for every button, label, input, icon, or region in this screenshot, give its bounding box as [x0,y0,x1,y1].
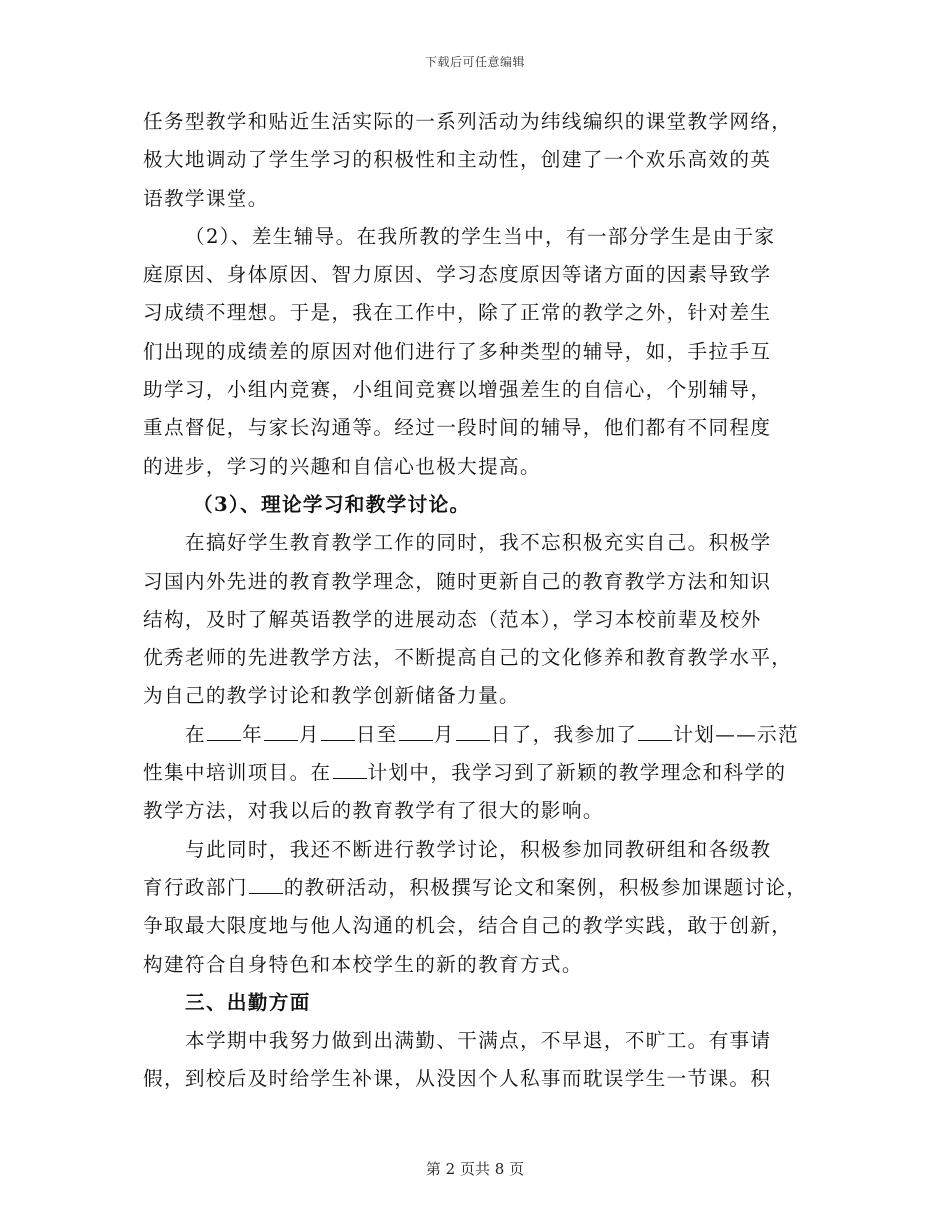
fill-in-blank [456,718,490,741]
fill-in-blank [264,718,298,741]
text-segment: 年 [241,722,263,746]
text-segment: 计划中，我学习到了新颖的教学理念和科学的 [367,761,787,785]
paragraph-line: 任务型教学和贴近生活实际的一系列活动为纬线编织的课堂教学网络， [143,110,793,133]
paragraph-line: 为自己的教学讨论和教学创新储备力量。 [143,684,520,708]
paragraph-line: 结构，及时了解英语教学的进展动态（范本），学习本校前辈及校外 [143,607,762,631]
paragraph-line: 庭原因、身体原因、智力原因、学习态度原因等诸方面的因素导致学 [143,263,772,287]
text-segment: 计划——示范 [673,722,799,746]
text-segment: 性集中培训项目。在 [143,761,332,785]
paragraph-line: 语教学课堂。 [143,186,269,210]
paragraph-line: 假，到校后及时给学生补课，从没因个人私事而耽误学生一节课。积 [143,1067,772,1091]
fill-in-blank [249,871,283,894]
paragraph-line: 本学期中我努力做到出满勤、干满点，不早退，不旷工。有事请 [185,1029,772,1053]
fill-in-blank [638,718,672,741]
paragraph-line: 的进步，学习的兴趣和自信心也极大提高。 [143,454,541,478]
paragraph-line: 构建符合自身特色和本校学生的新的教育方式。 [143,952,583,976]
paragraph-line: 在搞好学生教育教学工作的同时，我不忘积极充实自己。积极学 [185,531,772,555]
text-segment: 月 [433,722,455,746]
paragraph-line: 习成绩不理想。于是，我在工作中，除了正常的教学之外，针对差生 [143,301,772,325]
text-segment: 日了，我参加了 [490,722,638,746]
paragraph-line: 助学习，小组内竞赛，小组间竞赛以增强差生的自信心，个别辅导， [143,378,772,402]
paragraph-line [143,716,815,754]
section-heading: 三、出勤方面 [185,990,311,1014]
paragraph-line: 们出现的成绩差的原因对他们进行了多种类型的辅导，如，手拉手互 [143,339,772,363]
paragraph-line: 重点督促，与家长沟通等。经过一段时间的辅导，他们都有不同程度 [143,416,772,440]
paragraph-line: 优秀老师的先进教学方法，不断提高自己的文化修养和教育教学水平， [143,646,793,670]
document-body [143,103,815,1099]
paragraph-line [143,754,815,792]
paragraph-line: 教学方法，对我以后的教育教学有了很大的影响。 [143,799,604,823]
paragraph-line: 与此同时，我还不断进行教学讨论，积极参加同教研组和各级教 [185,837,772,861]
text-segment: 月 [298,722,320,746]
section-heading: （3）、理论学习和教学讨论。 [193,492,471,516]
paragraph-line [143,869,815,907]
paragraph-line: 习国内外先进的教育教学理念，随时更新自己的教育教学方法和知识 [143,569,772,593]
text-segment: 在 [185,722,206,746]
paragraph-line: 争取最大限度地与他人沟通的机会，结合自己的教学实践，敢于创新， [143,914,793,938]
fill-in-blank [399,718,433,741]
paragraph-line: （2）、差生辅导。在我所教的学生当中，有一部分学生是由于家 [185,224,776,248]
page-footer: 第 2 页共 8 页 [425,1160,525,1178]
page-header: 下载后可任意编辑 [424,55,525,69]
text-segment: 的教研活动，积极撰写论文和案例，积极参加课题讨论， [283,875,808,899]
fill-in-blank [321,718,355,741]
text-segment: 育行政部门 [143,875,248,899]
paragraph-line: 极大地调动了学生学习的积极性和主动性，创建了一个欢乐高效的英 [143,148,772,172]
fill-in-blank [207,718,241,741]
text-segment: 日至 [355,722,398,746]
fill-in-blank [333,756,367,779]
